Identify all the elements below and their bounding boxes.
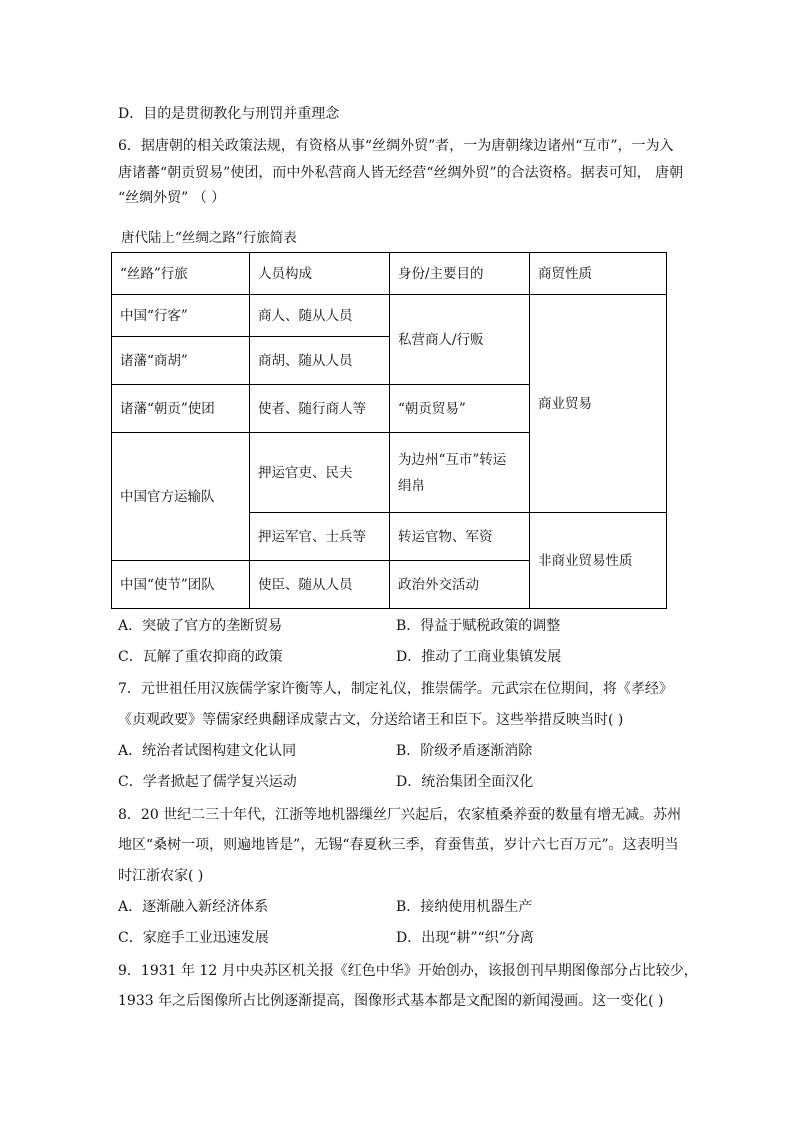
q6-option-c[interactable]: C．瓦解了重农抑商的政策 [118,649,283,665]
q8-option-c[interactable]: C．家庭手工业迅速发展 [118,930,269,946]
table-cell: 诸藩“商胡” [112,337,250,385]
table-cell: 商人、随从人员 [250,295,390,337]
q7-option-b[interactable]: B．阶级矛盾逐渐消除 [396,743,533,759]
q8-stem-line-1: 8．20 世纪二三十年代，江浙等地机器缫丝厂兴起后，农家植桑养蚕的数量有增无减。苏州 [118,807,682,823]
q6-stem-line-1: 6．据唐朝的相关政策法规，有资格从事“丝绸外贸”者，一为唐朝缘边诸州“互市”，一为入 [118,138,674,154]
q6-option-d[interactable]: D．推动了工商业集镇发展 [396,649,562,665]
table-cell: 押运官吏、民夫 [250,433,390,513]
table-cell: 押运军官、士兵等 [250,513,390,561]
q8-option-b[interactable]: B．接纳使用机器生产 [396,899,533,915]
q7-stem-line-2: 《贞观政要》等儒家经典翻译成蒙古文，分送给诸王和臣下。这些举措反映当时( ) [118,712,624,728]
table-cell: 政治外交活动 [390,561,530,609]
table-cell: “朝贡贸易” [390,385,530,433]
q6-stem-line-2: 唐诸蕃“朝贡贸易”使团，而中外私营商人皆无经营“丝绸外贸”的合法资格。据表可知， 唐朝 [118,165,684,181]
q5-option-d: D．目的是贯彻教化与刑罚并重理念 [118,106,340,122]
q8-option-a[interactable]: A．逐渐融入新经济体系 [118,899,269,915]
cell-line: 绢帛 [398,477,425,494]
table-cell: 私营商人/行贩 [390,295,530,385]
q6-stem-line-3: “丝绸外贸” （ ） [118,190,226,206]
header-cell: 身份/主要目的 [390,253,530,295]
q8-stem-line-3: 时江浙农家( ) [118,868,204,884]
table-cell [390,433,530,513]
table-header-row [112,253,667,295]
table-cell: 中国“行客” [112,295,250,337]
table-caption: 唐代陆上“丝绸之路”行旅简表 [121,230,297,246]
table-cell: 非商业贸易性质 [530,513,667,609]
silk-road-table [111,252,667,609]
cell-line: 为边州“互市”转运 [398,451,507,468]
q8-option-d[interactable]: D．出现“耕”“织”分离 [396,930,534,946]
table-cell: 商业贸易 [530,295,667,513]
table-cell: 中国官方运输队 [112,433,250,561]
q9-stem-line-1: 9．1931 年 12 月中央苏区机关报《红色中华》开始创办，该报创刊早期图像部分占比较少， [118,963,698,979]
q7-option-a[interactable]: A．统治者试图构建文化认同 [118,743,297,759]
header-cell: 人员构成 [250,253,390,295]
table-cell: 诸藩“朝贡”使团 [112,385,250,433]
q7-option-d[interactable]: D．统治集团全面汉化 [396,774,534,790]
table-cell: 转运官物、军资 [390,513,530,561]
q6-option-b[interactable]: B．得益于赋税政策的调整 [396,618,561,634]
table-cell: 中国“使节”团队 [112,561,250,609]
header-cell: “丝路”行旅 [112,253,250,295]
table-row [112,295,667,337]
q9-stem-line-2: 1933 年之后图像所占比例逐渐提高，图像形式基本都是文配图的新闻漫画。这一变化( ) [118,993,664,1009]
table-cell: 使臣、随从人员 [250,561,390,609]
q7-option-c[interactable]: C．学者掀起了儒学复兴运动 [118,774,297,790]
table-cell: 使者、随行商人等 [250,385,390,433]
header-cell: 商贸性质 [530,253,667,295]
q7-stem-line-1: 7．元世祖任用汉族儒学家许衡等人，制定礼仪，推崇儒学。元武宗在位期间，将《孝经》 [118,681,673,697]
table-cell: 商胡、随从人员 [250,337,390,385]
q6-option-a[interactable]: A．突破了官方的垄断贸易 [118,618,283,634]
q8-stem-line-2: 地区“桑树一项，则遍地皆是”，无锡“春夏秋三季，育蚕售茧，岁计六七百万元”。这表明当 [118,837,679,853]
